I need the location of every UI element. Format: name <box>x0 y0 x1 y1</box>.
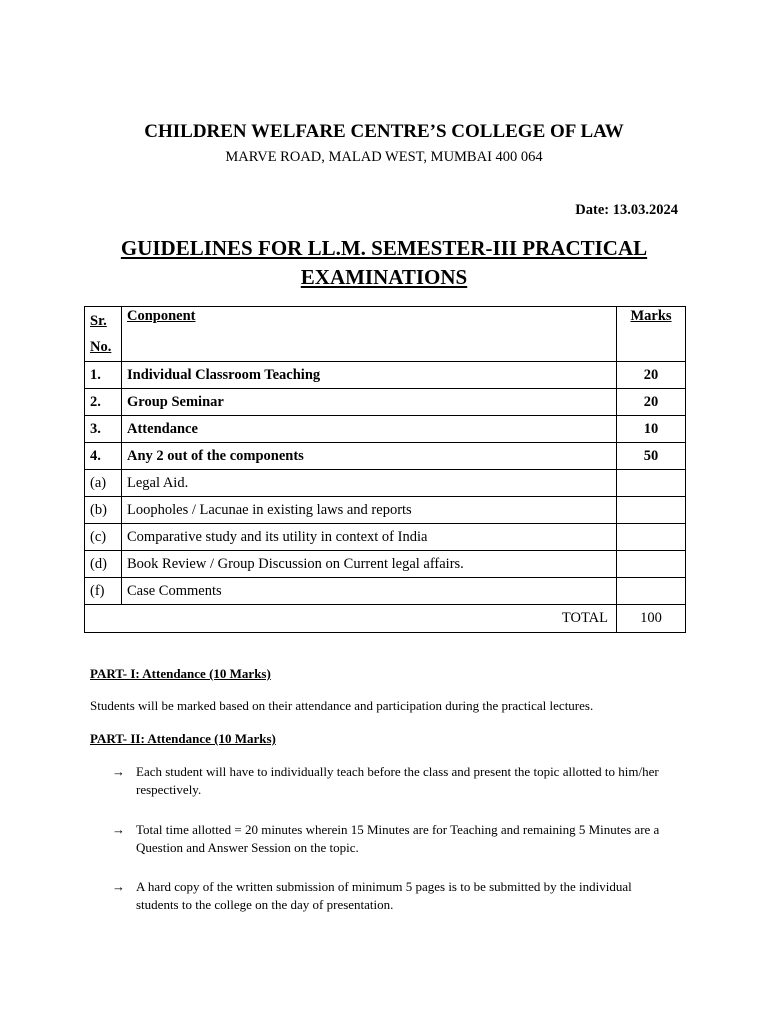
row-component: Book Review / Group Discussion on Current legal affairs. <box>122 551 617 578</box>
arrow-icon: → <box>112 764 125 779</box>
table-row <box>85 443 686 470</box>
row-marks <box>617 497 686 524</box>
table-row <box>85 524 686 551</box>
row-sr: (b) <box>85 497 122 524</box>
row-marks <box>617 551 686 578</box>
row-sr: (f) <box>85 578 122 605</box>
college-name: CHILDREN WELFARE CENTRE’S COLLEGE OF LAW <box>144 121 624 142</box>
total-value: 100 <box>617 605 686 633</box>
row-sr: (d) <box>85 551 122 578</box>
row-sr: (a) <box>85 470 122 497</box>
part1-body: Students will be marked based on their attendance and participation during the practical lectures. <box>90 698 594 713</box>
arrow-icon: → <box>112 822 125 837</box>
part2-heading: PART- II: Attendance (10 Marks) <box>90 731 276 746</box>
row-sr: (c) <box>85 524 122 551</box>
table-row <box>85 416 686 443</box>
row-marks: 10 <box>617 416 686 443</box>
table-row <box>85 497 686 524</box>
document-title <box>84 234 684 292</box>
marks-table <box>84 306 686 633</box>
header-marks <box>617 307 686 362</box>
document-title-line-2: EXAMINATIONS <box>300 265 468 289</box>
row-component: Comparative study and its utility in context of India <box>122 524 617 551</box>
document-title-line-1: GUIDELINES FOR LL.M. SEMESTER-III PRACTICAL <box>120 236 648 260</box>
table-row <box>85 578 686 605</box>
row-marks <box>617 470 686 497</box>
row-component: Loopholes / Lacunae in existing laws and reports <box>122 497 617 524</box>
document-date: Date: 13.03.2024 <box>575 202 678 218</box>
table-total-row <box>85 605 686 633</box>
row-marks: 20 <box>617 362 686 389</box>
row-marks: 50 <box>617 443 686 470</box>
row-sr: 4. <box>85 443 122 470</box>
header-sr-no <box>85 307 122 362</box>
table-header-row <box>85 307 686 362</box>
row-sr: 2. <box>85 389 122 416</box>
table-row <box>85 470 686 497</box>
part1-heading: PART- I: Attendance (10 Marks) <box>90 666 271 681</box>
row-component: Legal Aid. <box>122 470 617 497</box>
header-component <box>122 307 617 362</box>
row-marks <box>617 578 686 605</box>
row-component: Attendance <box>122 416 617 443</box>
row-component: Any 2 out of the components <box>122 443 617 470</box>
row-sr: 1. <box>85 362 122 389</box>
header-marks-label: Marks <box>630 308 672 324</box>
row-component: Individual Classroom Teaching <box>122 362 617 389</box>
table-row <box>85 362 686 389</box>
header-sr-line1: Sr. <box>90 313 107 329</box>
row-component: Group Seminar <box>122 389 617 416</box>
college-address: MARVE ROAD, MALAD WEST, MUMBAI 400 064 <box>225 149 543 165</box>
header-component-label: Conponent <box>127 308 196 324</box>
row-marks <box>617 524 686 551</box>
table-row <box>85 551 686 578</box>
row-component: Case Comments <box>122 578 617 605</box>
bullet-text: Each student will have to individually teach before the class and present the topic allotted to him/her respectively. <box>136 764 659 797</box>
table-row <box>85 389 686 416</box>
row-sr: 3. <box>85 416 122 443</box>
bullet-text: A hard copy of the written submission of minimum 5 pages is to be submitted by the individual students to the college on the day of presentation. <box>136 879 632 912</box>
header-sr-line2: No. <box>90 339 112 355</box>
row-marks: 20 <box>617 389 686 416</box>
total-label: TOTAL <box>85 605 617 633</box>
arrow-icon: → <box>112 879 125 894</box>
bullet-text: Total time allotted = 20 minutes wherein 15 Minutes are for Teaching and remaining 5 Minutes are a Question and Answer Session on the topic. <box>136 822 660 855</box>
